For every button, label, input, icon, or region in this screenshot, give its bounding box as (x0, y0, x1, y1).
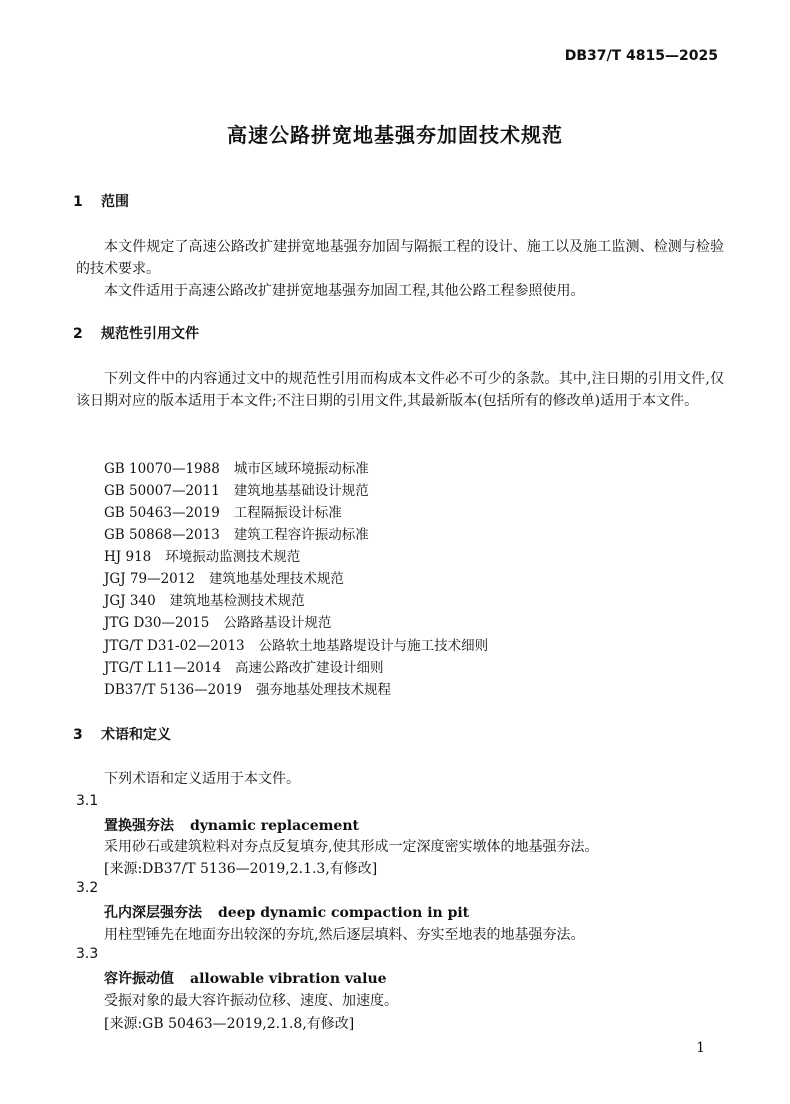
term-number: 3.1 (76, 793, 99, 809)
section-2-paragraph: 下列文件中的内容通过文中的规范性引用而构成本文件必不可少的条款。其中,注日期的引用文件,仅该日期对应的版本适用于本文件;不注日期的引用文件,其最新版本(包括所有的修改单)适用于本文件。 (76, 371, 724, 409)
reference-title: 城市区域环境振动标准 (233, 461, 369, 477)
term-definition: 采用砂石或建筑粒料对夯点反复填夯,使其形成一定深度密实墩体的地基强夯法。 (104, 839, 599, 855)
reference-item (104, 678, 391, 698)
page-title: 高速公路拼宽地基强夯加固技术规范 (227, 123, 563, 147)
reference-title: 建筑工程容许振动标准 (233, 527, 369, 543)
section-number: 3 (73, 727, 83, 743)
reference-title: 公路路基设计规范 (223, 615, 332, 631)
reference-title: 高速公路改扩建设计细则 (235, 660, 384, 676)
term-name-cn: 置换强夯法 (104, 818, 174, 834)
page-number: 1 (696, 1040, 705, 1056)
section-2-heading (73, 323, 199, 343)
reference-code: GB 50463—2019 (104, 505, 220, 521)
reference-title: 环境振动监测技术规范 (165, 549, 301, 565)
reference-title: 建筑地基处理技术规范 (208, 571, 344, 587)
section-title: 规范性引用文件 (101, 326, 199, 342)
reference-code: JTG/T L11—2014 (104, 660, 222, 676)
term-name (104, 815, 359, 835)
term-definition: 受振对象的最大容许振动位移、速度、加速度。 (104, 993, 398, 1009)
reference-title: 公路软土地基路堤设计与施工技术细则 (258, 638, 489, 654)
section-title: 范围 (101, 194, 129, 210)
section-1-paragraph-1: 本文件规定了高速公路改扩建拼宽地基强夯加固与隔振工程的设计、施工以及施工监测、检测与检验的技术要求。 (76, 239, 724, 277)
term-name (104, 902, 469, 922)
reference-code: JTG D30—2015 (104, 615, 210, 631)
section-3-heading (73, 724, 171, 744)
term-name-en: dynamic replacement (190, 818, 359, 834)
reference-item (104, 545, 300, 565)
reference-code: HJ 918 (104, 549, 152, 565)
reference-item (104, 611, 331, 631)
reference-item (104, 457, 369, 477)
reference-item (104, 501, 342, 521)
term-name-en: deep dynamic compaction in pit (218, 905, 470, 921)
reference-item (104, 567, 344, 587)
term-definition: 用柱型锤先在地面夯出较深的夯坑,然后逐层填料、夯实至地表的地基强夯法。 (104, 927, 585, 943)
reference-code: JTG/T D31-02—2013 (104, 638, 245, 654)
term-number: 3.3 (76, 946, 99, 962)
term-name-cn: 容许振动值 (104, 971, 174, 987)
reference-item (104, 589, 305, 609)
section-3-intro: 下列术语和定义适用于本文件。 (104, 771, 300, 787)
reference-title: 建筑地基基础设计规范 (233, 483, 369, 499)
reference-item (104, 523, 369, 543)
reference-title: 建筑地基检测技术规范 (169, 593, 305, 609)
section-1-heading (73, 191, 129, 211)
term-source: [来源:DB37/T 5136—2019,2.1.3,有修改] (104, 861, 378, 877)
reference-item (104, 634, 488, 654)
reference-item (104, 479, 369, 499)
section-title: 术语和定义 (101, 727, 171, 743)
reference-title: 强夯地基处理技术规程 (255, 682, 391, 698)
section-1-paragraph-2: 本文件适用于高速公路改扩建拼宽地基强夯加固工程,其他公路工程参照使用。 (104, 283, 585, 299)
section-number: 1 (73, 194, 83, 210)
term-number: 3.2 (76, 880, 99, 896)
reference-code: GB 50868—2013 (104, 527, 220, 543)
document-code: DB37/T 4815—2025 (564, 48, 718, 64)
term-name-cn: 孔内深层强夯法 (104, 905, 202, 921)
term-name-en: allowable vibration value (190, 971, 387, 987)
term-source: [来源:GB 50463—2019,2.1.8,有修改] (104, 1016, 355, 1032)
reference-code: GB 10070—1988 (104, 461, 220, 477)
reference-item (104, 656, 384, 676)
reference-code: JGJ 340 (104, 593, 156, 609)
reference-code: DB37/T 5136—2019 (104, 682, 242, 698)
reference-code: JGJ 79—2012 (104, 571, 195, 587)
term-name (104, 968, 387, 988)
section-number: 2 (73, 326, 83, 342)
reference-code: GB 50007—2011 (104, 483, 220, 499)
reference-title: 工程隔振设计标准 (233, 505, 342, 521)
